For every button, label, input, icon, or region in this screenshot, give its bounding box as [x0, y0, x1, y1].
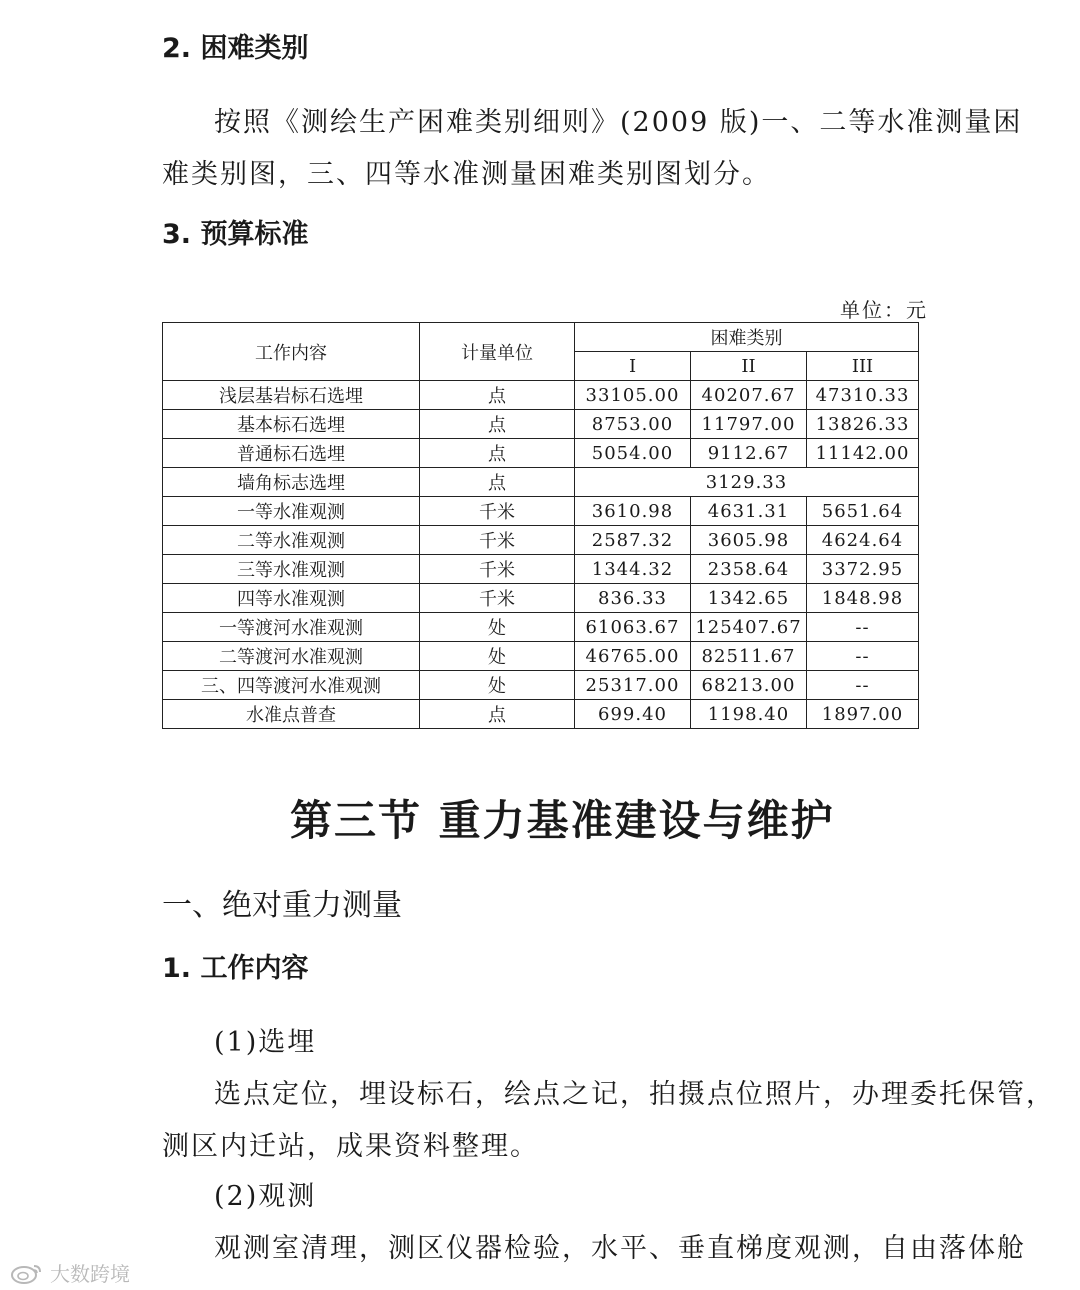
row-item: 四等水准观测: [163, 584, 420, 613]
row-value-level-1: 1344.32: [575, 555, 691, 584]
row-value-level-3: 3372.95: [807, 555, 919, 584]
table-row: [163, 584, 919, 613]
row-value-level-1: 25317.00: [575, 671, 691, 700]
header-level-2: II: [691, 352, 807, 381]
row-value-level-2: 2358.64: [691, 555, 807, 584]
row-value-level-1: 2587.32: [575, 526, 691, 555]
row-unit: 点: [420, 700, 575, 729]
row-value-level-1: 8753.00: [575, 410, 691, 439]
row-value-level-3: 5651.64: [807, 497, 919, 526]
row-unit: 处: [420, 671, 575, 700]
row-value-level-1: 836.33: [575, 584, 691, 613]
difficulty-paragraph-line1: 按照《测绘生产困难类别细则》(2009 版)一、二等水准测量困: [214, 107, 1023, 138]
row-value-level-1: 46765.00: [575, 642, 691, 671]
row-unit: 处: [420, 613, 575, 642]
row-value-level-2: 40207.67: [691, 381, 807, 410]
row-unit: 点: [420, 439, 575, 468]
row-value-level-1: 61063.67: [575, 613, 691, 642]
table-header-row: [163, 323, 919, 352]
row-value-level-2: 1342.65: [691, 584, 807, 613]
row-value-level-1: 3610.98: [575, 497, 691, 526]
difficulty-paragraph-line2: 难类别图，三、四等水准测量困难类别图划分。: [162, 159, 771, 190]
row-unit: 处: [420, 642, 575, 671]
item1-paragraph-line1: 选点定位，埋设标石，绘点之记，拍摄点位照片，办理委托保管，: [214, 1079, 1055, 1110]
row-item: 三等水准观测: [163, 555, 420, 584]
row-unit: 千米: [420, 497, 575, 526]
table-row: [163, 439, 919, 468]
table-row: [163, 613, 919, 642]
item1-label: (1)选埋: [214, 1027, 317, 1058]
row-value-level-2: 125407.67: [691, 613, 807, 642]
row-value-level-2: 9112.67: [691, 439, 807, 468]
row-value-level-3: --: [807, 642, 919, 671]
row-value-level-3: --: [807, 671, 919, 700]
row-unit: 千米: [420, 584, 575, 613]
row-item: 二等渡河水准观测: [163, 642, 420, 671]
row-unit: 点: [420, 410, 575, 439]
row-unit: 千米: [420, 555, 575, 584]
header-difficulty: 困难类别: [575, 323, 919, 352]
row-value-level-2: 68213.00: [691, 671, 807, 700]
table-row: [163, 468, 919, 497]
row-value-level-3: 4624.64: [807, 526, 919, 555]
table-row: [163, 410, 919, 439]
row-item: 二等水准观测: [163, 526, 420, 555]
table-row: [163, 497, 919, 526]
row-value-level-2: 3605.98: [691, 526, 807, 555]
row-value-level-2: 1198.40: [691, 700, 807, 729]
table-row: [163, 642, 919, 671]
weibo-logo-icon: [10, 1262, 44, 1284]
row-value-level-3: 11142.00: [807, 439, 919, 468]
table-row: [163, 700, 919, 729]
item1-paragraph-line2: 测区内迁站，成果资料整理。: [162, 1131, 539, 1162]
row-merged-value: 3129.33: [575, 468, 919, 497]
header-work-content: 工作内容: [163, 323, 420, 381]
row-value-level-2: 4631.31: [691, 497, 807, 526]
row-unit: 点: [420, 468, 575, 497]
header-level-3: III: [807, 352, 919, 381]
row-item: 普通标石选埋: [163, 439, 420, 468]
row-value-level-3: 47310.33: [807, 381, 919, 410]
row-unit: 点: [420, 381, 575, 410]
row-value-level-3: 13826.33: [807, 410, 919, 439]
absolute-gravity-heading: 一、绝对重力测量: [162, 888, 402, 923]
row-value-level-3: 1897.00: [807, 700, 919, 729]
row-item: 一等渡河水准观测: [163, 613, 420, 642]
row-value-level-3: 1848.98: [807, 584, 919, 613]
row-value-level-2: 11797.00: [691, 410, 807, 439]
row-item: 浅层基岩标石选埋: [163, 381, 420, 410]
unit-label: 单位：元: [840, 298, 928, 322]
difficulty-heading: 2. 困难类别: [162, 33, 309, 64]
table-row: [163, 526, 919, 555]
row-value-level-1: 699.40: [575, 700, 691, 729]
row-item: 墙角标志选埋: [163, 468, 420, 497]
section-title: 第三节 重力基准建设与维护: [290, 796, 835, 845]
row-unit: 千米: [420, 526, 575, 555]
table-row: [163, 555, 919, 584]
row-item: 三、四等渡河水准观测: [163, 671, 420, 700]
item2-label: (2)观测: [214, 1181, 317, 1212]
row-value-level-1: 5054.00: [575, 439, 691, 468]
budget-heading: 3. 预算标准: [162, 219, 309, 250]
item2-paragraph-line1: 观测室清理，测区仪器检验，水平、垂直梯度观测，自由落体舱: [214, 1233, 1026, 1264]
table-row: [163, 381, 919, 410]
header-unit: 计量单位: [420, 323, 575, 381]
work-content-heading: 1. 工作内容: [162, 953, 309, 984]
row-value-level-3: --: [807, 613, 919, 642]
row-item: 基本标石选埋: [163, 410, 420, 439]
row-item: 水准点普查: [163, 700, 420, 729]
row-item: 一等水准观测: [163, 497, 420, 526]
row-value-level-1: 33105.00: [575, 381, 691, 410]
row-value-level-2: 82511.67: [691, 642, 807, 671]
watermark: [10, 1258, 130, 1287]
watermark-text: 大数跨境: [50, 1262, 130, 1286]
budget-table: [162, 322, 919, 729]
table-row: [163, 671, 919, 700]
header-level-1: I: [575, 352, 691, 381]
